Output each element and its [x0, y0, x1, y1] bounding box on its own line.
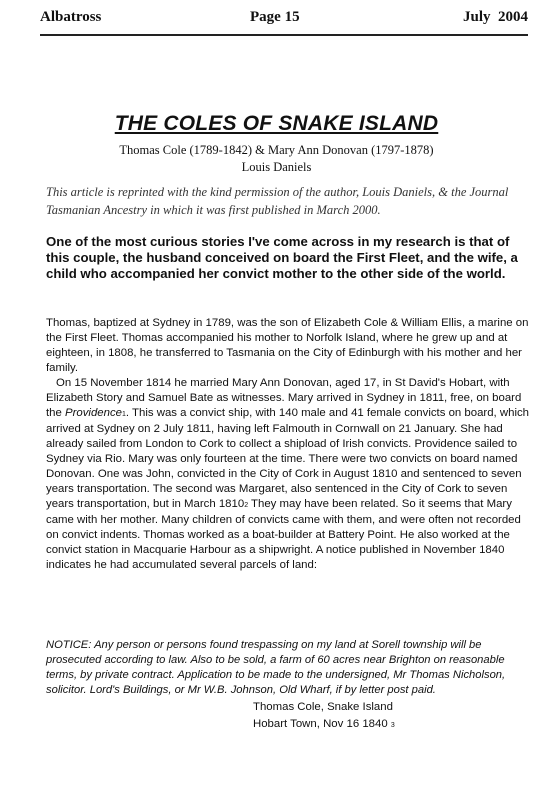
reprint-note: This article is reprinted with the kind permission of the author, Louis Daniels, & the Journal Tasmanian Ancestry in which it was first published in March 2000. [46, 185, 509, 217]
footnote-ref-3: 3 [390, 722, 395, 729]
notice-quote: NOTICE: Any person or persons found trespassing on my land at Sorell township will be prosecuted according to law. Also to be sold, a farm of 60 acres near Brighton on reasonable terms, by private contract. Application to be made to the undersigned, Mr Thomas Nicholson, solicitor. Lord's Buildings, or Mr W.B. Johnson, Old Wharf, if by letter post paid. [46, 639, 506, 696]
footnote-ref-1: 1 [122, 411, 126, 418]
para2-text-b: . This was a convict ship, with 140 male and 41 female convicts on board, which arrived at Sydney on 2 July 1811, having left Falmouth in Cornwall on 21 January. She had already sailed from London to Cork to collect a shipload of Irish convicts. Providence sailed to Sydney via Rio. Mary was only fourteen at the time. There were two convicts on board named Donovan. One was John, convicted in the City of Cork in August 1810 and sentenced to seven years transportation. The second was Margaret, also sentenced in the City of Cork to seven years transportation, but in March 1810 [46, 407, 530, 510]
footnote-ref-2: 2 [244, 502, 249, 509]
signature-name: Thomas Cole, Snake Island [253, 701, 393, 713]
signature-place [253, 718, 395, 730]
signature-place-text: Hobart Town, Nov 16 1840 [253, 718, 388, 730]
header-rule [40, 34, 528, 36]
publication-name: Albatross [40, 9, 102, 25]
body-paragraph-2 [46, 376, 532, 573]
page-header [40, 9, 528, 29]
ship-name: Providence [65, 407, 122, 419]
body-paragraph-1: Thomas, baptized at Sydney in 1789, was the son of Elizabeth Cole & William Ellis, a marine on the First Fleet. Thomas accompanied his mother to Norfolk Island, where he grew up and at eighteen, in 1808, he transferred to Tasmania on the City of Edinburgh with his mother and her family. [46, 317, 529, 374]
para2-text-c: They may have been related. So it seems that Mary came with her mother. Many children of convicts came with them, and were often not recorded on convict indents. Thomas worked as a boat-builder at Battery Point. He also worked at the convict station in Macquarie Harbour as a shipwright. A notice published in November 1840 indicates he had accumulated several parcels of land: [46, 498, 521, 571]
para2-text-a: On 15 November 1814 he married Mary Ann Donovan, aged 17, in St David's Hobart, with Elizabeth Story and Samuel Bate as witnesses. Mary arrived in Sydney in 1811, free, on board the [46, 377, 522, 419]
lead-paragraph: One of the most curious stories I've come across in my research is that of this couple, the husband conceived on board the First Fleet, and the wife, a child who accompanied her convict mother to the other side of the world. [46, 234, 518, 281]
article-title: THE COLES OF SNAKE ISLAND [114, 112, 439, 135]
article-author: Louis Daniels [241, 160, 312, 174]
page-number: Page 15 [250, 9, 300, 25]
issue-date: July 2004 [462, 9, 528, 25]
article-subtitle: Thomas Cole (1789-1842) & Mary Ann Donovan (1797-1878) [119, 143, 434, 157]
